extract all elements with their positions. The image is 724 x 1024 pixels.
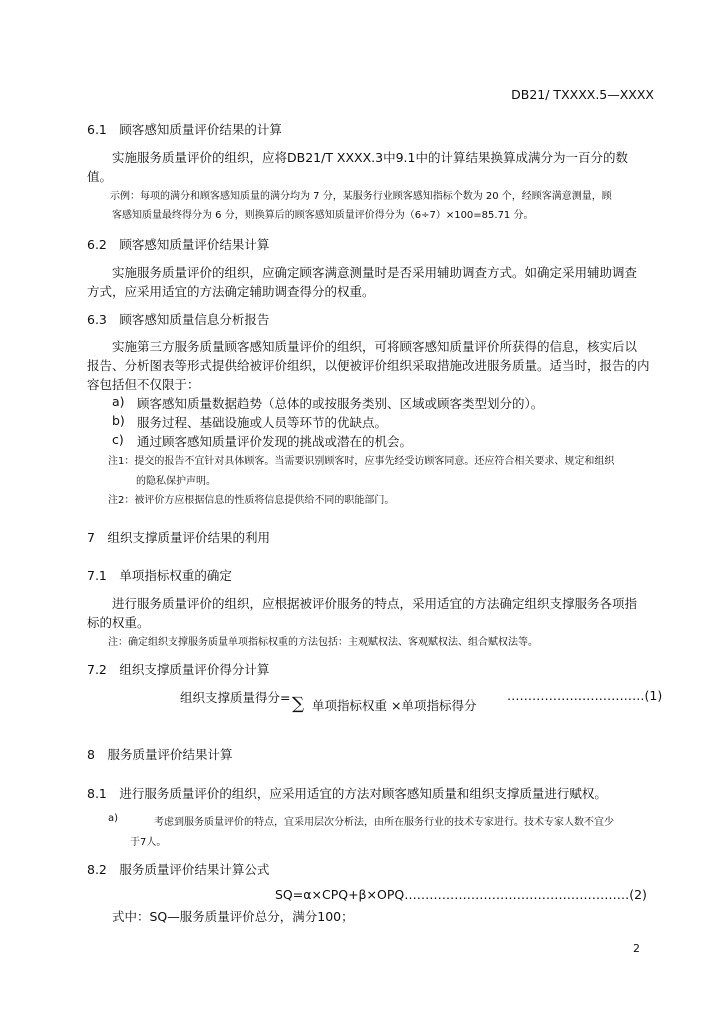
section-6-1-example-line-1: 示例：每项的满分和顾客感知质量的满分均为 7 分，某服务行业顾客感知指标个数为 20 个，经顾客满意测量，顾: [110, 191, 612, 202]
formula-1-number: ……………………………(1): [507, 688, 663, 703]
note-1-line-2: 的隐私保护声明。: [136, 476, 216, 487]
section-6-2-para-line-2: 方式，应采用适宜的方法确定辅助调查得分的权重。: [87, 284, 375, 299]
section-7-heading: 7 组织支撑质量评价结果的利用: [87, 530, 270, 545]
section-8-1-item-line-2: 于7人。: [130, 837, 167, 848]
list-item-marker: a): [112, 394, 125, 409]
section-7-1-para-line-2: 标的权重。: [87, 615, 150, 630]
list-item-text: 顾客感知质量数据趋势（总体的或按服务类别、区域或顾客类型划分的）。: [137, 396, 544, 411]
list-item-text: 服务过程、基础设施或人员等环节的优缺点。: [137, 415, 388, 430]
section-7-1-note: 注：确定组织支撑服务质量单项指标权重的方法包括：主观赋权法、客观赋权法、组合赋权法等。: [108, 637, 538, 648]
page-number: 2: [633, 942, 640, 955]
section-8-1-heading: 8.1 进行服务质量评价的组织，应采用适宜的方法对顾客感知质量和组织支撑质量进行赋权。: [87, 786, 607, 801]
section-6-1-para-line-1: 实施服务质量评价的组织，应将DB21/T XXXX.3中9.1中的计算结果换算成满分为一百分的数: [112, 150, 628, 165]
formula-2-where-clause: 式中：SQ—服务质量评价总分，满分100；: [112, 909, 354, 924]
section-6-1-example-line-2: 客感知质量最终得分为 6 分，则换算后的顾客感知质量评价得分为（6÷7）×100=85.71 分。: [112, 210, 534, 221]
section-6-2-heading: 6.2 顾客感知质量评价结果计算: [87, 237, 270, 252]
list-item-marker: b): [112, 413, 125, 428]
note-2: 注2：被评价方应根据信息的性质将信息提供给不同的职能部门。: [108, 495, 395, 506]
section-8-heading: 8 服务质量评价结果计算: [87, 747, 233, 762]
section-8-2-heading: 8.2 服务质量评价结果计算公式: [87, 862, 270, 877]
sigma-symbol: ∑: [292, 694, 305, 714]
section-8-1-item-line-1: 考虑到服务质量评价的特点，宜采用层次分析法，由所在服务行业的技术专家进行。技术专家人数不宜少: [154, 817, 614, 828]
section-6-3-para-line-3: 容包括但不仅限于：: [87, 377, 200, 392]
section-8-1-item-marker: a): [108, 813, 119, 824]
section-7-2-heading: 7.2 组织支撑质量评价得分计算: [87, 662, 270, 677]
section-7-1-para-line-1: 进行服务质量评价的组织，应根据被评价服务的特点，采用适宜的方法确定组织支撑服务各项指: [112, 596, 638, 611]
section-6-2-para-line-1: 实施服务质量评价的组织，应确定顾客满意测量时是否采用辅助调查方式。如确定采用辅助调查: [112, 265, 638, 280]
list-item-marker: c): [112, 432, 124, 447]
section-6-1-para-line-2: 值。: [87, 169, 113, 184]
section-6-3-para-line-2: 报告、分析图表等形式提供给被评价组织，以便被评价组织采取措施改进服务质量。适当时，报告的内: [87, 358, 650, 373]
section-6-3-para-line-1: 实施第三方服务质量顾客感知质量评价的组织，可将顾客感知质量评价所获得的信息，核实后以: [112, 339, 638, 354]
formula-1-rhs: 单项指标权重 ×单项指标得分: [312, 698, 477, 713]
formula-1-lhs: 组织支撑质量得分=: [180, 690, 291, 705]
section-6-3-heading: 6.3 顾客感知质量信息分析报告: [87, 312, 270, 327]
note-1-line-1: 注1：提交的报告不宜针对具体顾客。当需要识别顾客时，应事先经受访顾客同意。还应符合相关要求、规定和组织: [108, 456, 615, 467]
list-item-text: 通过顾客感知质量评价发现的挑战或潜在的机会。: [137, 434, 413, 449]
section-7-1-heading: 7.1 单项指标权重的确定: [87, 568, 232, 583]
document-id: DB21/ TXXXX.5—XXXX: [511, 87, 654, 102]
formula-2: SQ=α×CPQ+β×OPQ………………………………………………(2): [275, 887, 647, 902]
section-6-1-heading: 6.1 顾客感知质量评价结果的计算: [87, 122, 282, 137]
